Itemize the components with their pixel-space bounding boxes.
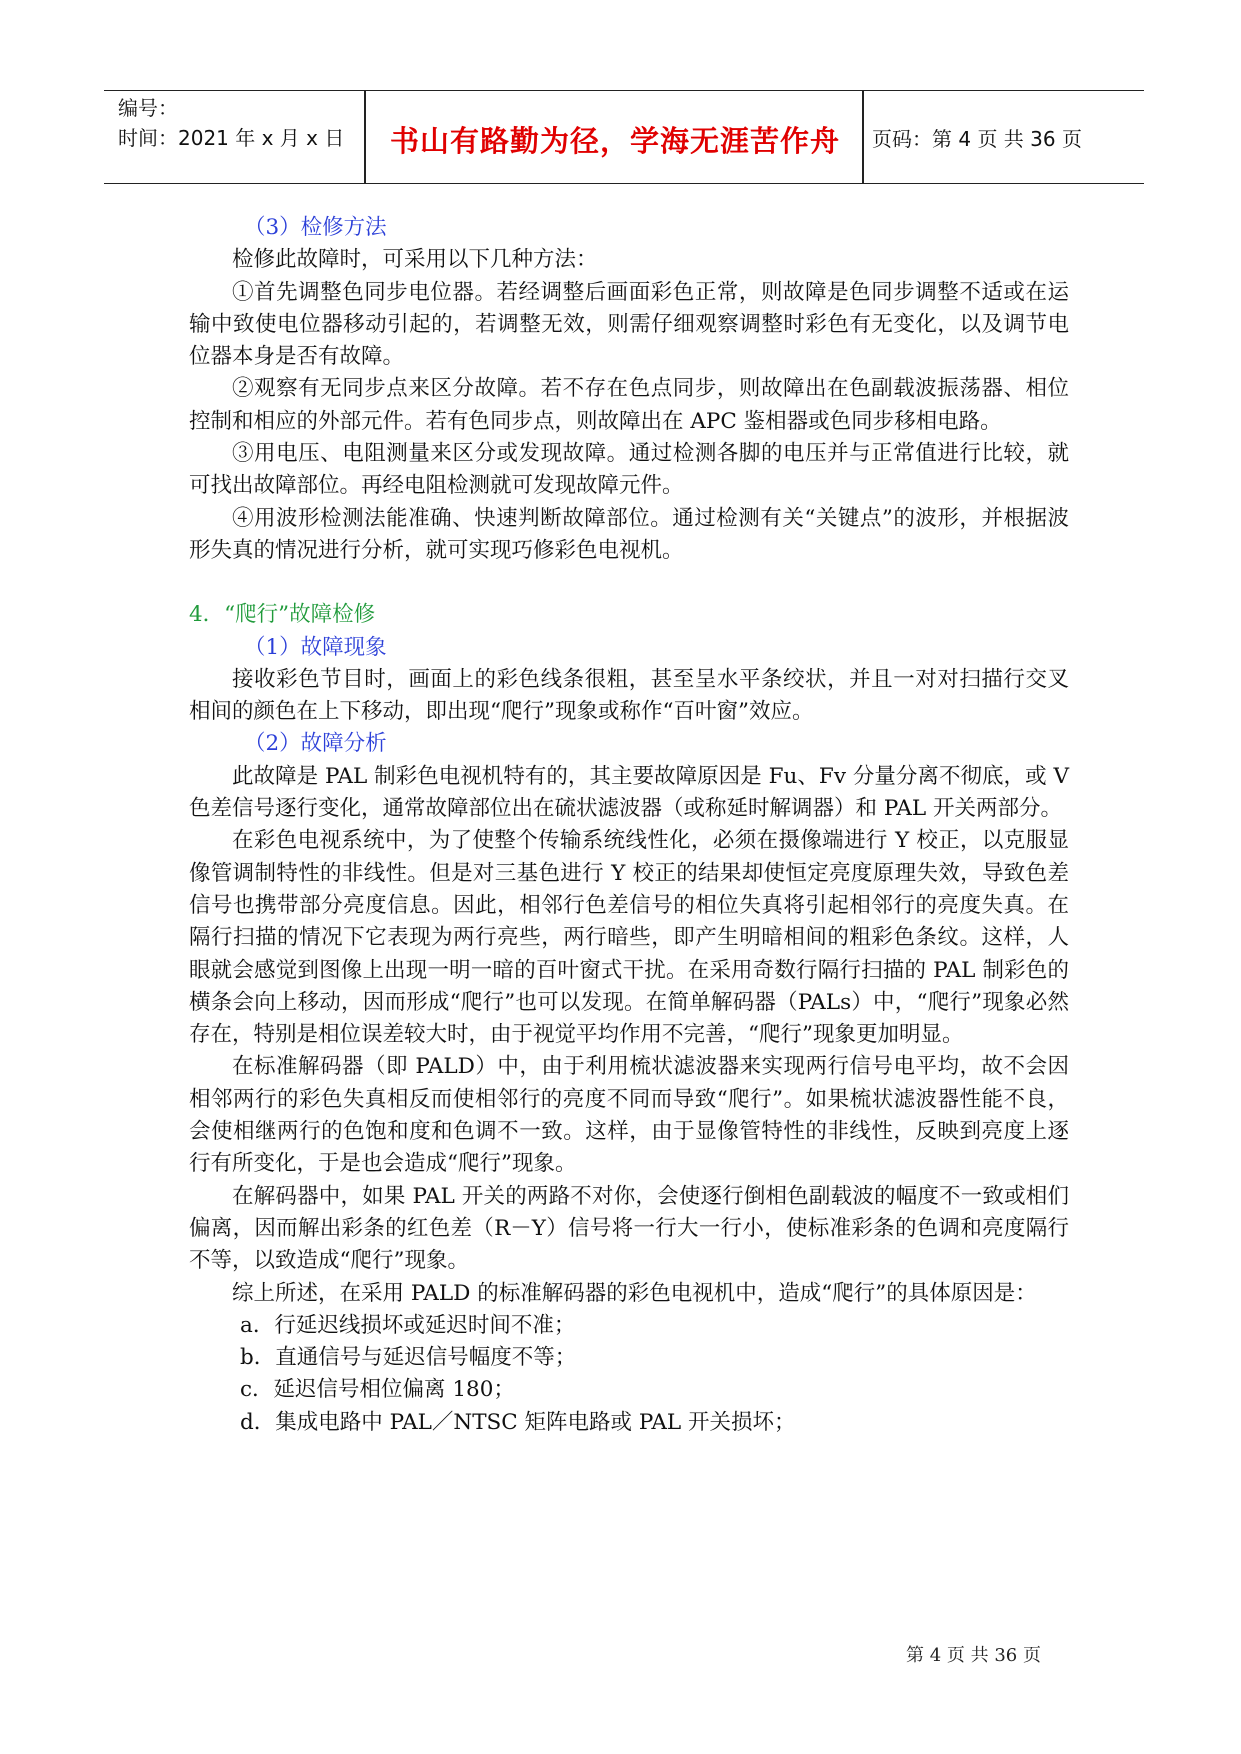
header-page-number: 页码：第 4 页 共 36 页: [872, 127, 1082, 151]
paragraph: 检修此故障时，可采用以下几种方法：: [232, 247, 598, 273]
subheading-repair-method: （3）检修方法: [244, 215, 387, 240]
paragraph: 在彩色电视系统中，为了使整个传输系统线性化，必须在摄像端进行 Y 校正，以克服显像管调制特性的非线性。但是对三基色进行 Y 校正的结果却使恒定亮度原理失效，导致色差信号也携带部分亮度信息。因此，相邻行色差信号的相位失真将引起相邻行的亮度失真。在隔行扫描的情况下它表现为两行亮些，两行暗些，即产生明暗相间的粗彩色条纹。这样，人眼就会感觉到图像上出现一明一暗的百叶窗式干扰。在采用奇数行隔行扫描的 PAL 制彩色的横条会向上移动，因而形成“爬行”也可以发现。在简单解码器（PALs）中，“爬行”现象必然存在，特别是相位误差较大时，由于视觉平均作用不完善，“爬行”现象更加明显。: [189, 828, 1069, 1048]
header-divider: [364, 91, 366, 183]
header-meta: [118, 93, 344, 153]
subheading-fault-phenomenon: （1）故障现象: [244, 634, 387, 660]
paragraph: ④用波形检测法能准确、快速判断故障部位。通过检测有关“关键点”的波形，并根据波形失真的情况进行分析，就可实现巧修彩色电视机。: [189, 505, 1069, 563]
page-header: [104, 90, 1144, 184]
paragraph: ②观察有无同步点来区分故障。若不存在色点同步，则故障出在色副载波振荡器、相位控制和相应的外部元件。若有色同步点，则故障出在 APC 鉴相器或色同步移相电路。: [189, 376, 1069, 434]
list-item: d．集成电路中 PAL／NTSC 矩阵电路或 PAL 开关损坏；: [240, 1409, 796, 1435]
list-item: c．延迟信号相位偏离 180；: [240, 1377, 515, 1403]
paragraph: 此故障是 PAL 制彩色电视机特有的，其主要故障原因是 Fu、Fv 分量分离不彻底，或 V 色差信号逐行变化，通常故障部位出在硫状滤波器（或称延时解调器）和 PAL 开关两部分。: [189, 763, 1069, 822]
document-number-label: 编号：: [118, 96, 178, 120]
paragraph: 接收彩色节目时，画面上的彩色线条很粗，甚至呈水平条绞状，并且一对对扫描行交叉相间的颜色在上下移动，即出现“爬行”现象或称作“百叶窗”效应。: [189, 666, 1069, 725]
paragraph: ③用电压、电阻测量来区分或发现故障。通过检测各脚的电压并与正常值进行比较，就可找出故障部位。再经电阻检测就可发现故障元件。: [189, 441, 1069, 499]
page-footer: 第 4 页 共 36 页: [906, 1645, 1041, 1666]
subheading-fault-analysis: （2）故障分析: [244, 731, 387, 757]
paragraph: ①首先调整色同步电位器。若经调整后画面彩色正常，则故障是色同步调整不适或在运输中致使电位器移动引起的，若调整无效，则需仔细观察调整时彩色有无变化，以及调节电位器本身是否有故障。: [189, 279, 1069, 370]
header-motto: 书山有路勤为径，学海无涯苦作舟: [389, 124, 840, 158]
section-heading: 4．“爬行”故障检修: [189, 602, 376, 628]
paragraph: 在解码器中，如果 PAL 开关的两路不对你，会使逐行倒相色副载波的幅度不一致或相们偏离，因而解出彩条的红色差（R－Y）信号将一行大一行小，使标准彩条的色调和亮度隔行不等，以致造成“爬行”现象。: [189, 1183, 1069, 1274]
paragraph: 综上所述，在采用 PALD 的标准解码器的彩色电视机中，造成“爬行”的具体原因是：: [232, 1280, 1037, 1306]
list-item: b．直通信号与延迟信号幅度不等；: [240, 1345, 577, 1371]
document-body: [189, 212, 1069, 1439]
document-time-label: 时间：2021 年 x 月 x 日: [118, 126, 345, 150]
list-item: a．行延迟线损坏或延迟时间不准；: [240, 1312, 576, 1338]
header-divider: [862, 91, 864, 183]
paragraph: 在标准解码器（即 PALD）中，由于利用梳状滤波器来实现两行信号电平均，故不会因相邻两行的彩色失真相反而使相邻行的亮度不同而导致“爬行”。如果梳状滤波器性能不良，会使相继两行的色饱和度和色调不一致。这样，由于显像管特性的非线性，反映到亮度上逐行有所变化，于是也会造成“爬行”现象。: [189, 1054, 1069, 1177]
